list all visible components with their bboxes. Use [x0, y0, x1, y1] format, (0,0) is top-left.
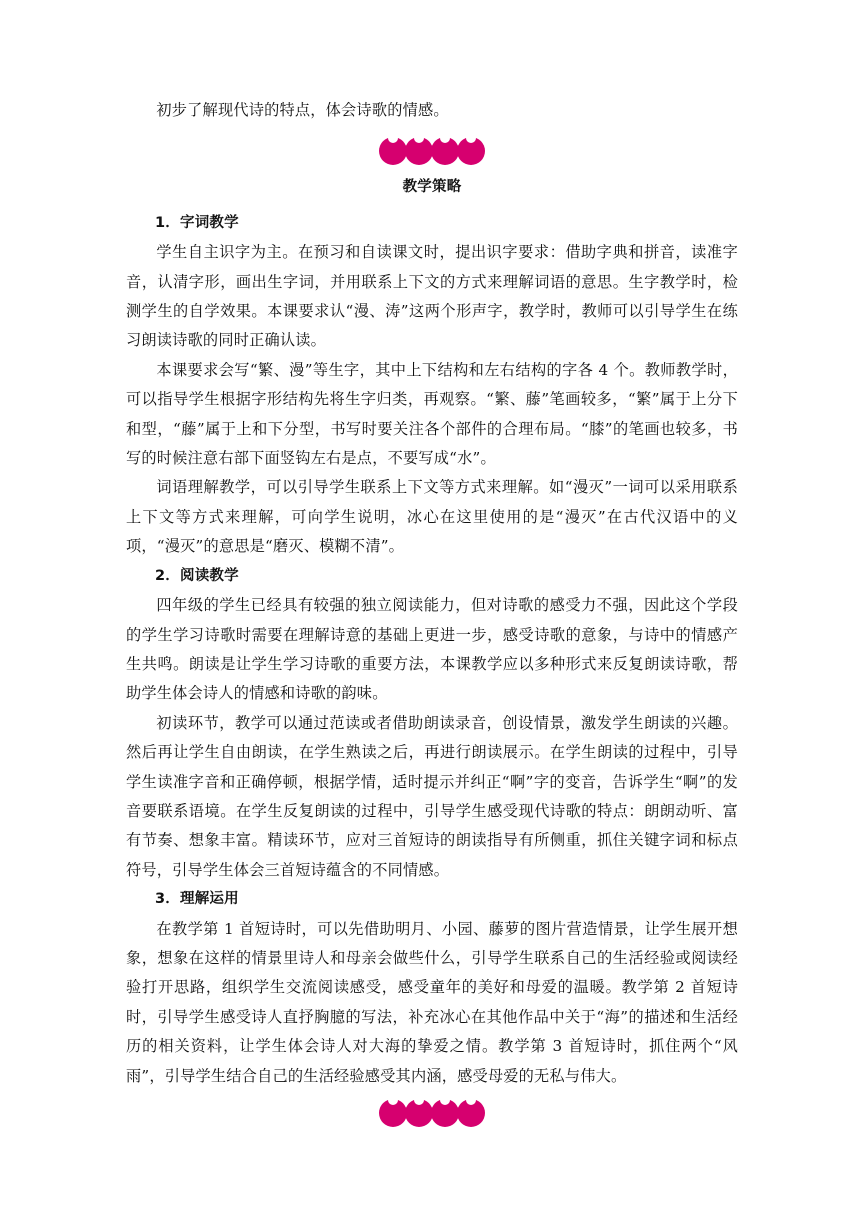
decorative-dots-top — [126, 137, 738, 171]
paragraph: 四年级的学生已经具有较强的独立阅读能力，但对诗歌的感受力不强，因此这个学段的学生学习诗歌时需要在理解诗意的基础上更进一步，感受诗歌的意象，与诗中的情感产生共鸣。朗读是让学生学习诗歌的重要方法，本课教学应以多种形式来反复朗读诗歌，帮助学生体会诗人的情感和诗歌的韵味。 — [126, 596, 738, 703]
decorative-dot — [457, 137, 485, 165]
paragraph: 本课要求会写“繁、漫”等生字，其中上下结构和左右结构的字各 4 个。教师教学时，可以指导学生根据字形结构先将生字归类，再观察。“繁、藤”笔画较多，“繁”属于上分下和型，“藤”属于上和下分型，书写时要关注各个部件的合理布局。“膝”的笔画也较多，书写的时候注意右部下面竖钩左右是点，不要写成“水”。 — [126, 360, 738, 468]
heading-application: 3．理解运用 — [155, 891, 239, 908]
decorative-dots-bottom — [126, 1099, 738, 1133]
heading-reading: 2．阅读教学 — [155, 567, 239, 584]
section-title: 教学策略 — [402, 179, 462, 196]
paragraph: 词语理解教学，可以引导学生联系上下文等方式来理解。如“漫灭”一词可以采用联系上下文等方式来理解，可向学生说明，冰心在这里使用的是“漫灭”在古代汉语中的义项，“漫灭”的意思是“磨灭、模糊不清”。 — [126, 478, 738, 556]
decorative-dot — [431, 137, 459, 165]
decorative-dot — [431, 1099, 459, 1127]
decorative-dot — [405, 137, 433, 165]
intro-paragraph: 初步了解现代诗的特点，体会诗歌的情感。 — [156, 101, 449, 119]
decorative-dot — [457, 1099, 485, 1127]
heading-vocabulary: 1．字词教学 — [155, 214, 239, 231]
decorative-dot — [379, 1099, 407, 1127]
decorative-dot — [405, 1099, 433, 1127]
paragraph: 在教学第 1 首短诗时，可以先借助明月、小园、藤萝的图片营造情景，让学生展开想象，想象在这样的情景里诗人和母亲会做些什么，引导学生联系自己的生活经验或阅读经验打开思路，组织学生交流阅读感受，感受童年的美好和母爱的温暖。教学第 2 首短诗时，引导学生感受诗人直抒胸臆的写法，补充冰心在其他作品中关于“海”的描述和生活经历的相关资料，让学生体会诗人对大海的挚爱之情。教学第 3 首短诗时，抓住两个“风雨”，引导学生结合自己的生活经验感受其内涵，感受母爱的无私与伟大。 — [126, 919, 738, 1085]
paragraph: 学生自主识字为主。在预习和自读课文时，提出识字要求：借助字典和拼音，读准字音，认清字形，画出生字词，并用联系上下文的方式来理解词语的意思。生字教学时，检测学生的自学效果。本课要求认“漫、涛”这两个形声字，教学时，教师可以引导学生在练习朗读诗歌的同时正确认读。 — [126, 243, 738, 350]
paragraph: 初读环节，教学可以通过范读或者借助朗读录音，创设情景，激发学生朗读的兴趣。然后再让学生自由朗读，在学生熟读之后，再进行朗读展示。在学生朗读的过程中，引导学生读准字音和正确停顿，根据学情，适时提示并纠正“啊”字的变音，告诉学生“啊”的发音要联系语境。在学生反复朗读的过程中，引导学生感受现代诗歌的特点：朗朗动听、富有节奏、想象丰富。精读环节，应对三首短诗的朗读指导有所侧重，抓住关键字词和标点符号，引导学生体会三首短诗蕴含的不同情感。 — [126, 713, 738, 879]
document-page — [126, 96, 738, 1133]
decorative-dot — [379, 137, 407, 165]
